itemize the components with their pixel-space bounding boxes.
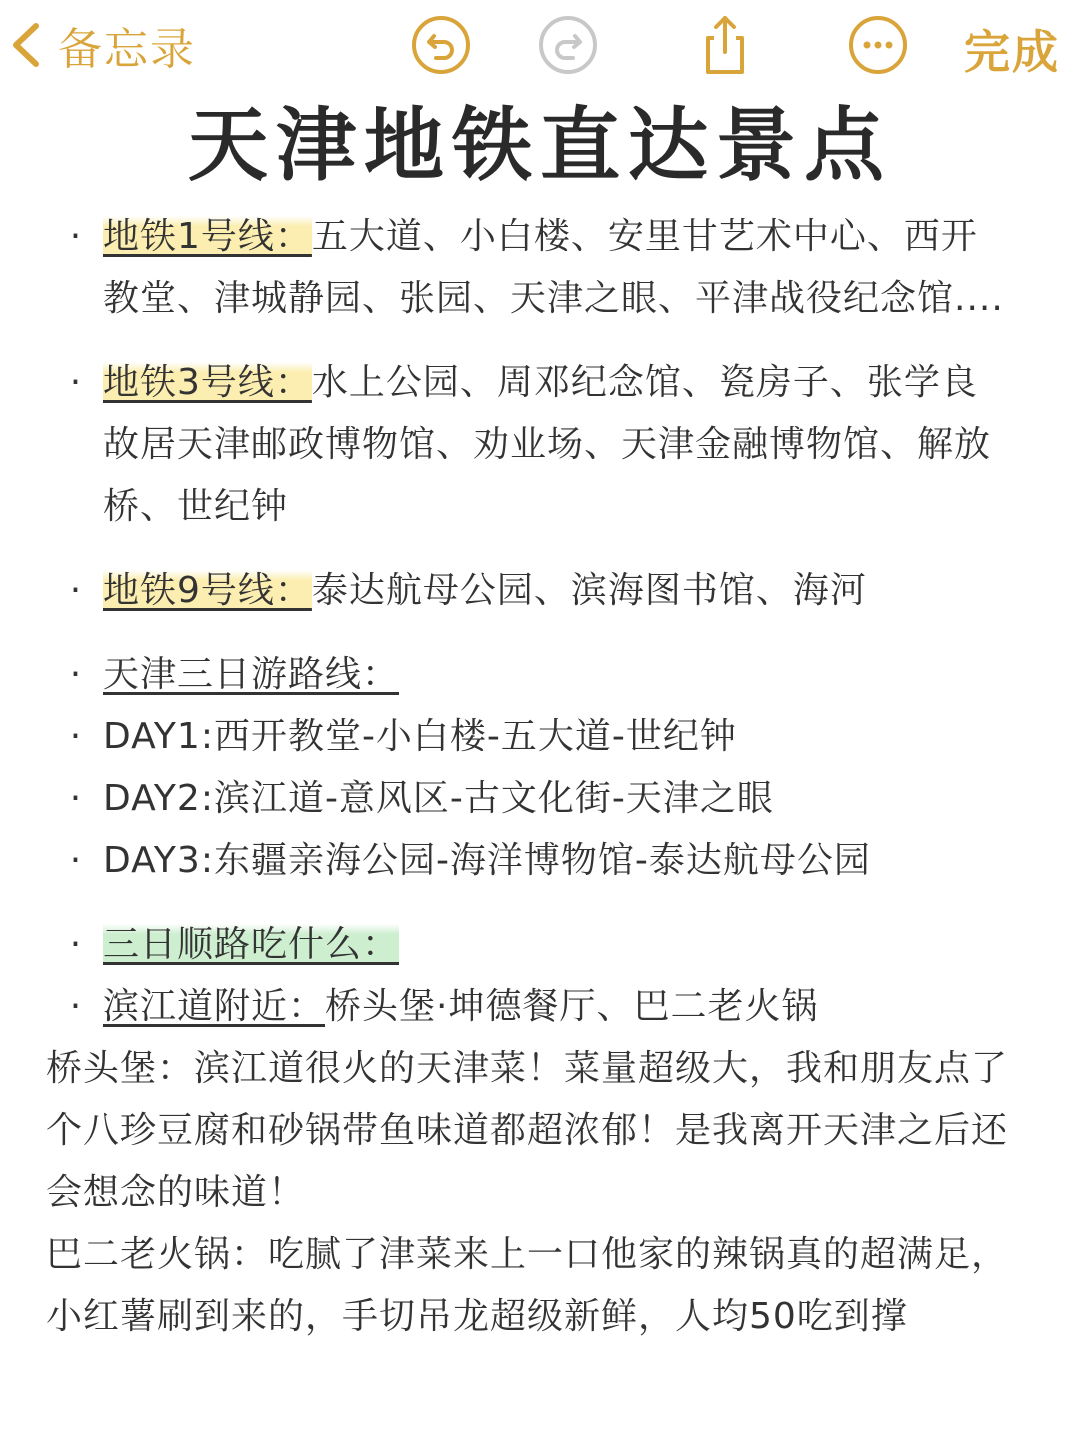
undo-icon bbox=[410, 14, 472, 76]
list-item bbox=[0, 560, 1008, 622]
metro-line-label: 地铁9号线： bbox=[103, 570, 312, 611]
food-area-text: 桥头堡·坤德餐厅、巴二老火锅 bbox=[325, 986, 819, 1027]
metro-line-stops: 水上公园、周邓纪念馆、瓷房子、张学良故居天津邮政博物馆、劝业场、天津金融博物馆、解放桥、世纪钟 bbox=[103, 362, 992, 527]
list-item bbox=[0, 914, 1008, 976]
note-body[interactable] bbox=[0, 200, 1080, 1348]
food-heading: 三日顺路吃什么： bbox=[103, 924, 400, 965]
itinerary-day: DAY2:滨江道-意风区-古文化街-天津之眼 bbox=[103, 778, 774, 819]
itinerary-heading: 天津三日游路线： bbox=[103, 654, 400, 695]
food-area-label: 滨江道附近： bbox=[103, 986, 326, 1027]
metro-line-label: 地铁3号线： bbox=[103, 362, 312, 403]
bullet: · bbox=[69, 362, 83, 403]
more-icon bbox=[847, 14, 909, 76]
bullet: · bbox=[69, 840, 83, 881]
itinerary-day: DAY3:东疆亲海公园-海洋博物馆-泰达航母公园 bbox=[103, 840, 871, 881]
metro-line-stops: 五大道、小白楼、安里甘艺术中心、西开教堂、津城静园、张园、天津之眼、平津战役纪念馆.... bbox=[103, 216, 1004, 319]
share-button[interactable] bbox=[694, 14, 756, 76]
food-paragraph: 桥头堡：滨江道很火的天津菜！菜量超级大，我和朋友点了个八珍豆腐和砂锅带鱼味道都超浓郁！是我离开天津之后还会想念的味道！ bbox=[46, 1048, 1009, 1213]
note-title: 天津地铁直达景点 bbox=[188, 99, 892, 192]
chevron-left-icon bbox=[6, 20, 46, 70]
food-paragraph: 巴二老火锅：吃腻了津菜来上一口他家的辣锅真的超满足，小红薯刷到来的，手切吊龙超级新鲜，人均50吃到撑 bbox=[46, 1234, 1009, 1337]
list-item bbox=[0, 768, 1008, 830]
bullet: · bbox=[69, 216, 83, 257]
undo-button[interactable] bbox=[410, 14, 472, 76]
share-icon bbox=[694, 14, 756, 76]
list-item bbox=[0, 976, 1008, 1038]
metro-line-label: 地铁1号线： bbox=[103, 216, 312, 257]
metro-line-stops: 泰达航母公园、滨海图书馆、海河 bbox=[311, 570, 867, 611]
redo-button[interactable] bbox=[537, 14, 599, 76]
bullet: · bbox=[69, 654, 83, 695]
itinerary-day: DAY1:西开教堂-小白楼-五大道-世纪钟 bbox=[103, 716, 737, 757]
done-button[interactable]: 完成 bbox=[964, 25, 1060, 79]
list-item bbox=[0, 352, 1008, 538]
back-label: 备忘录 bbox=[58, 24, 196, 75]
redo-icon bbox=[537, 14, 599, 76]
more-button[interactable] bbox=[847, 14, 909, 76]
back-button[interactable] bbox=[6, 18, 196, 75]
bullet: · bbox=[69, 924, 83, 965]
bullet: · bbox=[69, 570, 83, 611]
bullet: · bbox=[69, 986, 83, 1027]
list-item bbox=[0, 644, 1008, 706]
list-item bbox=[0, 206, 1008, 330]
toolbar bbox=[0, 0, 1080, 90]
bullet: · bbox=[69, 716, 83, 757]
list-item bbox=[0, 830, 1008, 892]
bullet: · bbox=[69, 778, 83, 819]
list-item bbox=[0, 706, 1008, 768]
